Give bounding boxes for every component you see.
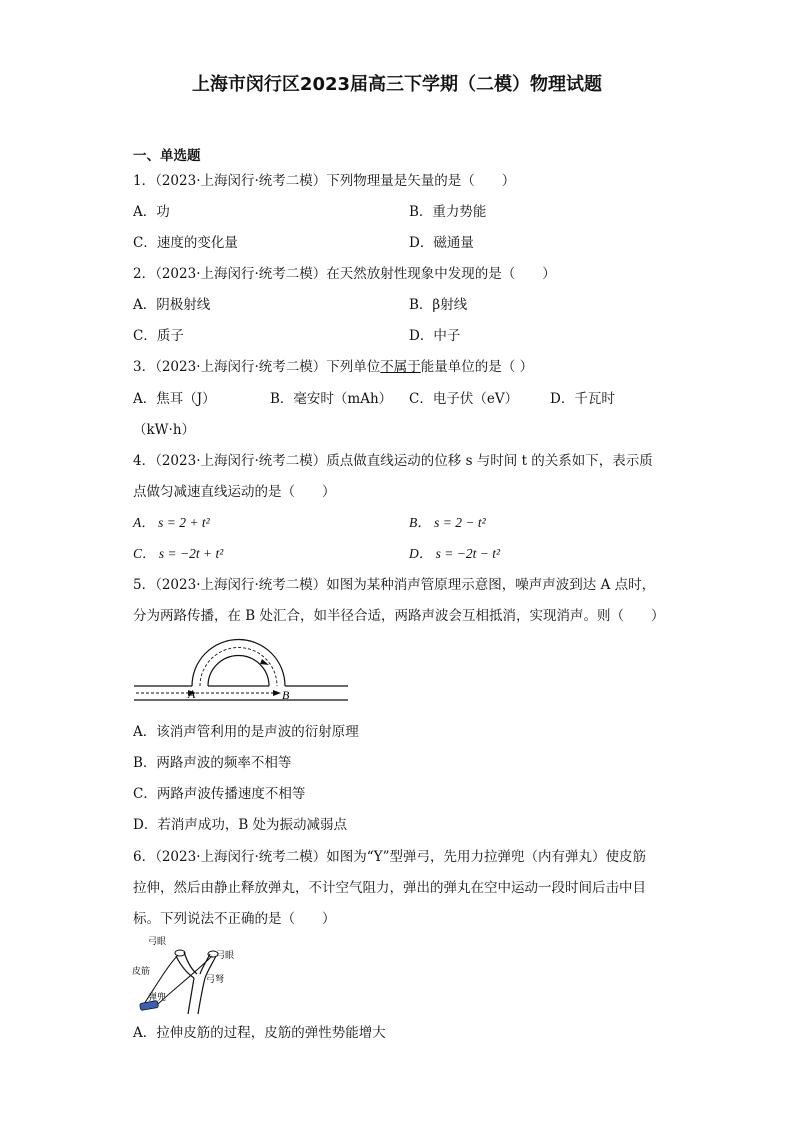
q3-option-d-continued: （kW·h） — [133, 422, 196, 438]
q3-stem — [133, 358, 533, 376]
inner-arc — [208, 656, 269, 687]
q3-option-c[interactable]: C．电子伏（eV） — [409, 391, 519, 407]
q1-option-c[interactable]: C．速度的变化量 — [133, 235, 238, 251]
q6-stem-line2: 拉伸，然后由静止释放弹丸，不计空气阻力，弹出的弹丸在空中运动一段时间后击中目 — [133, 880, 646, 896]
q4-option-a[interactable]: A． s = 2 + t² — [133, 515, 210, 530]
q5-option-a[interactable]: A．该消声管利用的是声波的衍射原理 — [133, 724, 359, 740]
q2-option-a[interactable]: A．阴极射线 — [133, 297, 211, 313]
frame-handle-left — [188, 978, 194, 1014]
label-eye-left: 弓眼 — [148, 936, 167, 946]
q3-option-b[interactable]: B．毫安时（mAh） — [270, 391, 393, 407]
q1-stem: 1．（2023·上海闵行·统考二模）下列物理量是矢量的是（ ） — [133, 173, 516, 189]
q5-option-c[interactable]: C．两路声波传播速度不相等 — [133, 786, 306, 802]
q4-stem-line2: 点做匀减速直线运动的是（ ） — [133, 484, 336, 500]
q1-option-a[interactable]: A．功 — [133, 204, 170, 220]
q3-option-a[interactable]: A．焦耳（J） — [133, 391, 216, 407]
left-fork-eye — [175, 950, 185, 956]
q3-stem-prefix: 3．（2023·上海闵行·统考二模）下列单位 — [133, 359, 381, 375]
label-band: 皮筋 — [132, 966, 151, 976]
arc-arrow-icon — [260, 659, 269, 665]
label-a: A — [188, 687, 196, 701]
page-title: 上海市闵行区2023届高三下学期（二模）物理试题 — [191, 74, 603, 95]
q2-option-b[interactable]: B．β射线 — [409, 297, 468, 313]
section-heading: 一、单选题 — [133, 148, 201, 164]
q6-stem-line3: 标。下列说法不正确的是（ ） — [133, 911, 336, 927]
outer-arc — [192, 640, 285, 686]
q5-option-b[interactable]: B．两路声波的频率不相等 — [133, 755, 292, 771]
label-frame: 弓弩 — [206, 974, 225, 984]
label-b: B — [282, 688, 290, 702]
q5-stem-line1: 5．（2023·上海闵行·统考二模）如图为某种消声管原理示意图，噪声声波到达 A 点时， — [133, 577, 656, 593]
q1-option-d[interactable]: D．磁通量 — [409, 235, 474, 251]
q3-stem-emphasis: 不属于 — [380, 359, 421, 375]
wave-path-arc — [200, 648, 277, 686]
label-pouch: 弹兜 — [148, 992, 167, 1002]
q6-stem-line1: 6．（2023·上海闵行·统考二模）如图为“Y”型弹弓，先用力拉弹兜（内有弹丸）使皮筋 — [133, 849, 646, 865]
q1-option-b[interactable]: B．重力势能 — [409, 204, 487, 220]
q5-option-d[interactable]: D．若消声成功，B 处为振动减弱点 — [133, 817, 348, 833]
q2-stem: 2．（2023·上海闵行·统考二模）在天然放射性现象中发现的是（ ） — [133, 266, 556, 282]
straight-arrow-icon — [273, 690, 281, 696]
muffler-diagram — [130, 632, 352, 706]
q3-stem-suffix: 能量单位的是（ ） — [420, 359, 534, 375]
q4-stem-line1: 4．（2023·上海闵行·统考二模）质点做直线运动的位移 s 与时间 t 的关系如下，表示质 — [133, 453, 653, 469]
q4-option-c[interactable]: C． s = −2t + t² — [133, 546, 224, 561]
q2-option-c[interactable]: C．质子 — [133, 328, 184, 344]
q2-option-d[interactable]: D．中子 — [409, 328, 461, 344]
label-eye-right: 弓眼 — [216, 950, 235, 960]
slingshot-diagram — [130, 934, 250, 1016]
q4-option-d[interactable]: D． s = −2t − t² — [409, 546, 501, 561]
q5-stem-line2: 分为两路传播，在 B 处汇合，如半径合适，两路声波会互相抵消，实现消声。则（ ） — [133, 608, 665, 624]
q3-option-d[interactable]: D．千瓦时 — [550, 391, 615, 407]
q6-option-a[interactable]: A．拉伸皮筋的过程，皮筋的弹性势能增大 — [133, 1025, 386, 1041]
q4-option-b[interactable]: B． s = 2 − t² — [409, 515, 486, 530]
frame-handle-right — [198, 978, 205, 1014]
